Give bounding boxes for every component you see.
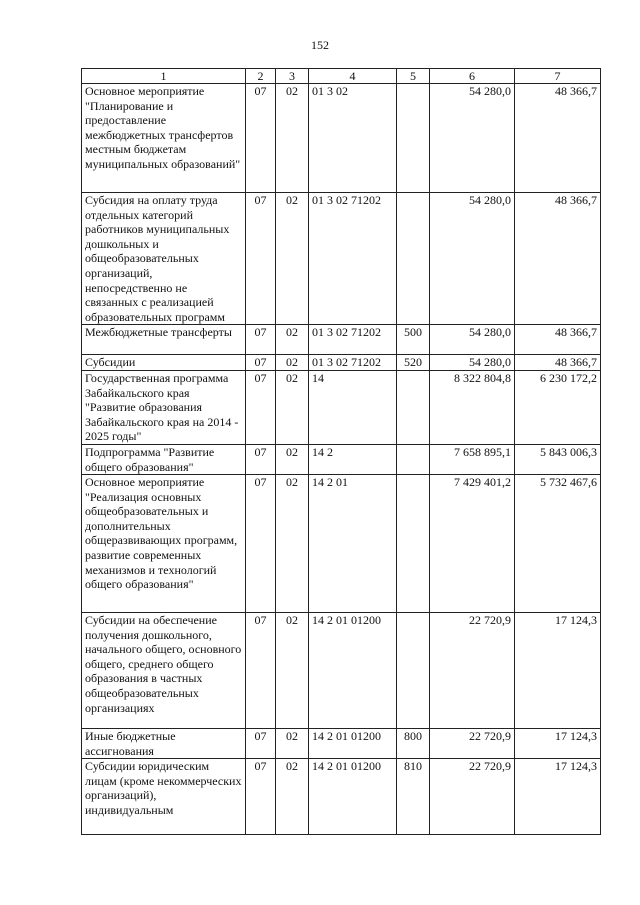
row-value-7: 5 732 467,6	[515, 475, 601, 613]
row-value-6: 54 280,0	[430, 84, 515, 193]
row-value-7: 17 124,3	[515, 613, 601, 729]
row-expense-type: 500	[397, 325, 430, 355]
row-subsection: 02	[276, 759, 309, 835]
row-expense-type	[397, 613, 430, 729]
row-value-6: 8 322 804,8	[430, 370, 515, 444]
row-section: 07	[246, 759, 276, 835]
column-header: 6	[430, 69, 515, 84]
row-value-6: 22 720,9	[430, 729, 515, 759]
row-subsection: 02	[276, 444, 309, 474]
table-row	[82, 759, 601, 835]
row-code: 01 3 02 71202	[309, 325, 397, 355]
row-section: 07	[246, 444, 276, 474]
column-header: 4	[309, 69, 397, 84]
row-value-7: 17 124,3	[515, 729, 601, 759]
table-row	[82, 84, 601, 193]
header-row	[82, 69, 601, 84]
row-code: 14 2 01 01200	[309, 759, 397, 835]
row-code: 01 3 02 71202	[309, 355, 397, 371]
row-value-7: 48 366,7	[515, 355, 601, 371]
row-value-6: 22 720,9	[430, 759, 515, 835]
row-section: 07	[246, 475, 276, 613]
row-subsection: 02	[276, 193, 309, 325]
row-expense-type	[397, 444, 430, 474]
column-header: 5	[397, 69, 430, 84]
row-section: 07	[246, 370, 276, 444]
row-code: 01 3 02 71202	[309, 193, 397, 325]
row-subsection: 02	[276, 729, 309, 759]
row-expense-type: 810	[397, 759, 430, 835]
table-row	[82, 475, 601, 613]
row-name: Основное мероприятие "Реализация основных общеобразовательных и дополнительных общеразвивающих программ, развитие современных механизмов и технологий общего образования"	[82, 475, 246, 613]
row-value-7: 48 366,7	[515, 84, 601, 193]
row-name: Подпрограмма "Развитие общего образования"	[82, 444, 246, 474]
row-subsection: 02	[276, 370, 309, 444]
row-name: Межбюджетные трансферты	[82, 325, 246, 355]
row-section: 07	[246, 193, 276, 325]
column-header: 2	[246, 69, 276, 84]
row-value-7: 6 230 172,2	[515, 370, 601, 444]
table-row	[82, 370, 601, 444]
row-expense-type: 800	[397, 729, 430, 759]
row-name: Субсидии юридическим лицам (кроме некоммерческих организаций), индивидуальным	[82, 759, 246, 835]
row-expense-type: 520	[397, 355, 430, 371]
column-header: 1	[82, 69, 246, 84]
row-code: 14 2 01 01200	[309, 613, 397, 729]
row-value-6: 7 658 895,1	[430, 444, 515, 474]
column-header: 3	[276, 69, 309, 84]
row-section: 07	[246, 84, 276, 193]
row-code: 01 3 02	[309, 84, 397, 193]
row-code: 14 2	[309, 444, 397, 474]
row-code: 14 2 01 01200	[309, 729, 397, 759]
row-value-6: 54 280,0	[430, 325, 515, 355]
row-subsection: 02	[276, 84, 309, 193]
row-value-6: 7 429 401,2	[430, 475, 515, 613]
column-header: 7	[515, 69, 601, 84]
row-name: Основное мероприятие "Планирование и предоставление межбюджетных трансфертов местным бюджетам муниципальных образований"	[82, 84, 246, 193]
row-value-7: 48 366,7	[515, 193, 601, 325]
row-section: 07	[246, 355, 276, 371]
row-expense-type	[397, 370, 430, 444]
table-row	[82, 325, 601, 355]
row-value-7: 5 843 006,3	[515, 444, 601, 474]
row-expense-type	[397, 475, 430, 613]
row-subsection: 02	[276, 355, 309, 371]
row-name: Иные бюджетные ассигнования	[82, 729, 246, 759]
row-value-6: 54 280,0	[430, 355, 515, 371]
row-name: Государственная программа Забайкальского края "Развитие образования Забайкальского края на 2014 - 2025 годы"	[82, 370, 246, 444]
row-subsection: 02	[276, 475, 309, 613]
page-number: 152	[311, 38, 329, 52]
row-name: Субсидии	[82, 355, 246, 371]
table-row	[82, 613, 601, 729]
row-value-7: 17 124,3	[515, 759, 601, 835]
row-expense-type	[397, 84, 430, 193]
row-name: Субсидии на обеспечение получения дошкольного, начального общего, основного общего, среднего общего образования в частных общеобразовательных организациях	[82, 613, 246, 729]
row-value-6: 22 720,9	[430, 613, 515, 729]
table-row	[82, 729, 601, 759]
row-section: 07	[246, 613, 276, 729]
row-subsection: 02	[276, 613, 309, 729]
row-subsection: 02	[276, 325, 309, 355]
row-section: 07	[246, 729, 276, 759]
table-row	[82, 444, 601, 474]
row-expense-type	[397, 193, 430, 325]
table-row	[82, 355, 601, 371]
budget-table	[81, 68, 601, 835]
table-row	[82, 193, 601, 325]
row-value-6: 54 280,0	[430, 193, 515, 325]
row-section: 07	[246, 325, 276, 355]
row-code: 14 2 01	[309, 475, 397, 613]
row-name: Субсидия на оплату труда отдельных категорий работников муниципальных дошкольных и общеобразовательных организаций, непосредственно не связанных с реализацией образовательных программ	[82, 193, 246, 325]
row-code: 14	[309, 370, 397, 444]
row-value-7: 48 366,7	[515, 325, 601, 355]
